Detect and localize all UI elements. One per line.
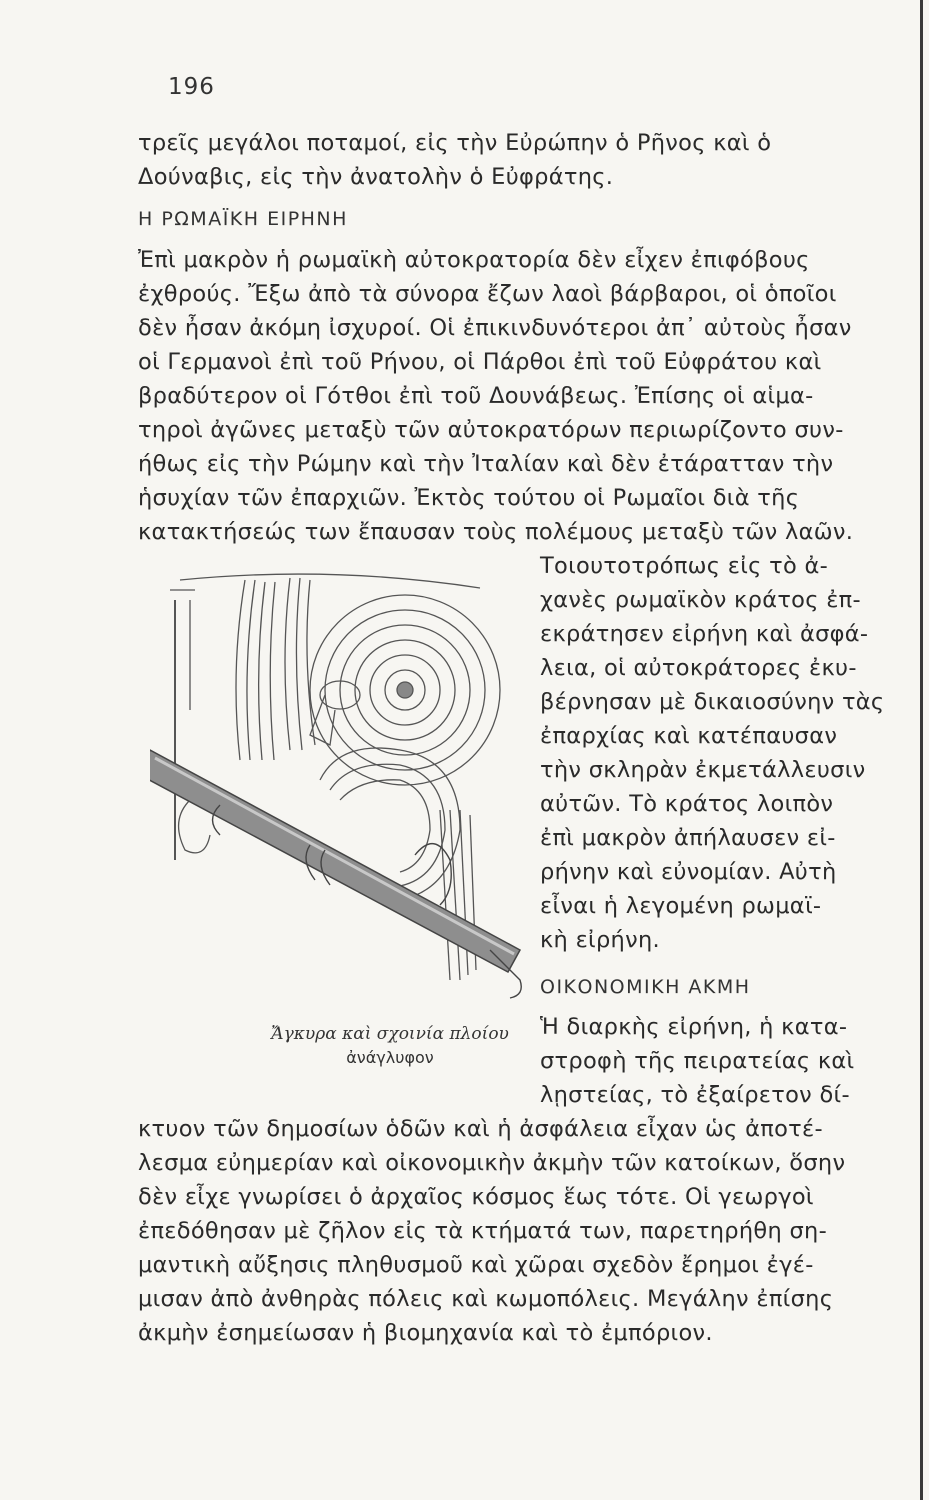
column-line: εκράτησεν εἰρήνη καὶ ἀσφά- [540,621,869,647]
column-line: στροφὴ τῆς πειρατείας καὶ [540,1048,855,1074]
section-heading-roman-peace: Η ΡΩΜΑΪΚΗ ΕΙΡΗΝΗ [138,208,348,230]
column-line: Ἡ διαρκὴς εἰρήνη, ἡ κατα- [540,1014,848,1040]
column-line: τὴν σκληρὰν ἐκμετάλλευσιν [540,757,866,783]
body-line: δὲν ἦσαν ἀκόμη ἰσχυροί. Οἱ ἐπικινδυνότεροι ἀπ᾿ αὐτοὺς ἦσαν [138,315,852,341]
column-line: λῃστείας, τὸ ἐξαίρετον δί- [540,1082,850,1108]
anchor-rope-illustration [150,560,535,1000]
body-line: δὲν εἶχε γνωρίσει ὁ ἀρχαῖος κόσμος ἕως τότε. Οἱ γεωργοὶ [138,1184,814,1210]
body-line: μαντικὴ αὔξησις πληθυσμοῦ καὶ χῶραι σχεδὸν ἔρημοι ἐγέ- [138,1252,814,1278]
column-line: λεια, οἱ αὐτοκράτορες ἐκυ- [540,655,857,681]
body-line: ἡσυχίαν τῶν ἐπαρχιῶν. Ἐκτὸς τούτου οἱ Ρωμαῖοι διὰ τῆς [138,485,800,511]
column-line: Τοιουτοτρόπως εἰς τὸ ἀ- [540,553,829,579]
body-line: ἀκμὴν ἐσημείωσαν ἡ βιομηχανία καὶ τὸ ἐμπόριον. [138,1320,713,1346]
section-heading-economic-prosperity: ΟΙΚΟΝΟΜΙΚΗ ΑΚΜΗ [540,976,751,998]
body-line: Ἐπὶ μακρὸν ἡ ρωμαϊκὴ αὐτοκρατορία δὲν εἶχεν ἐπιφόβους [138,247,810,273]
body-line: λεσμα εὐημερίαν καὶ οἰκονομικὴν ἀκμὴν τῶν κατοίκων, ὅσην [138,1150,846,1176]
body-line: κατακτήσεώς των ἔπαυσαν τοὺς πολέμους μεταξὺ τῶν λαῶν. [138,519,854,545]
column-line: αὐτῶν. Τὸ κράτος λοιπὸν [540,791,834,817]
page-edge [920,0,923,1500]
body-line: Δούναβις, εἰς τὴν ἀνατολὴν ὁ Εὐφράτης. [138,164,614,190]
body-line: ἐπεδόθησαν μὲ ζῆλον εἰς τὰ κτήματά των, παρετηρήθη ση- [138,1218,828,1244]
column-line: ρήνην καὶ εὐνομίαν. Αὐτὴ [540,859,837,885]
column-line: ἐπαρχίας καὶ κατέπαυσαν [540,723,838,749]
body-line: οἱ Γερμανοὶ ἐπὶ τοῦ Ρήνου, οἱ Πάρθοι ἐπὶ τοῦ Εὐφράτου καὶ [138,349,822,375]
body-line: ήθως εἰς τὴν Ρώμην καὶ τὴν Ἰταλίαν καὶ δὲν ἐτάρατταν τὴν [138,451,834,477]
column-line: ἐπὶ μακρὸν ἀπήλαυσεν εἰ- [540,825,836,851]
body-line: ἐχθρούς. Ἔξω ἀπὸ τὰ σύνορα ἔζων λαοὶ βάρβαροι, οἱ ὁποῖοι [138,281,837,307]
figure-caption-subtitle: ἀνάγλυφον [346,1048,434,1067]
figure-caption: Ἄγκυρα καὶ σχοινία πλοίου [271,1024,509,1044]
body-line: κτυον τῶν δημοσίων ὁδῶν καὶ ἡ ἀσφάλεια εἶχαν ὡς ἀποτέ- [138,1116,823,1142]
column-line: κὴ εἰρήνη. [540,927,660,953]
body-line: μισαν ἀπὸ ἀνθηρὰς πόλεις καὶ κωμοπόλεις. Μεγάλην ἐπίσης [138,1286,834,1312]
body-line: τρεῖς μεγάλοι ποταμοί, εἰς τὴν Εὐρώπην ὁ Ρῆνος καὶ ὁ [138,130,772,156]
page-number: 196 [168,74,215,100]
body-line: βραδύτερον οἱ Γότθοι ἐπὶ τοῦ Δουνάβεως. Ἐπίσης οἱ αἱμα- [138,383,814,409]
column-line: εἶναι ἡ λεγομένη ρωμαϊ- [540,893,822,919]
body-line: τηροὶ ἀγῶνες μεταξὺ τῶν αὐτοκρατόρων περιωρίζοντο συν- [138,417,844,443]
column-line: χανὲς ρωμαϊκὸν κράτος ἐπ- [540,587,861,613]
column-line: βέρνησαν μὲ δικαιοσύνην τὰς [540,689,885,715]
